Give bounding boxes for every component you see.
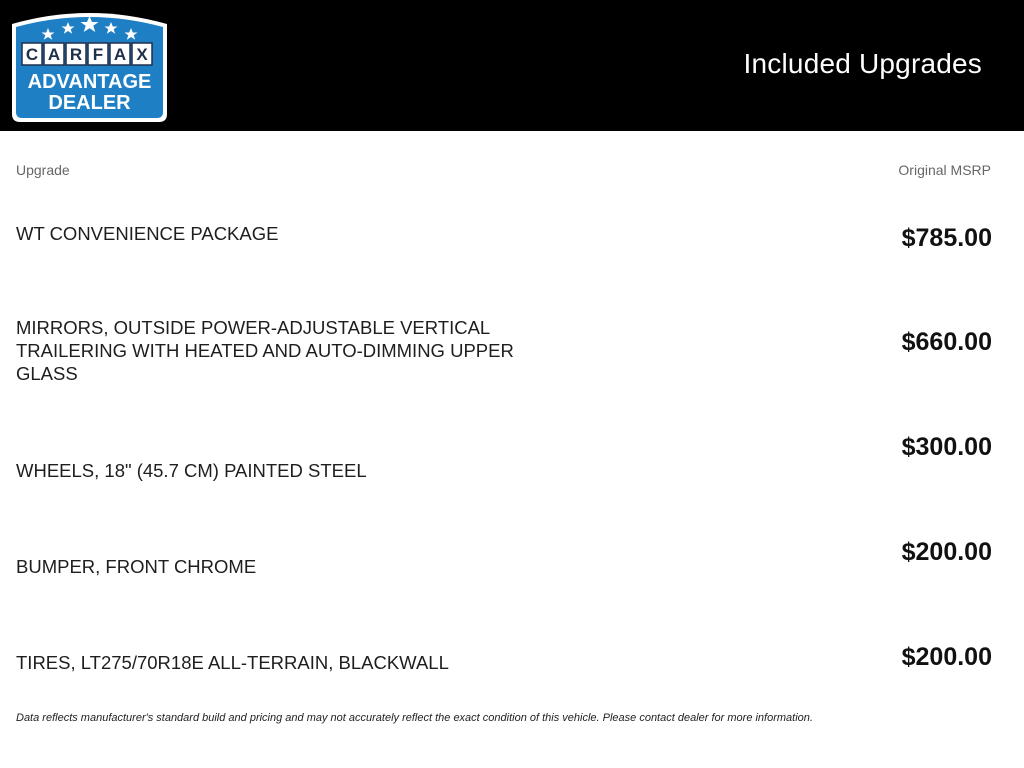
upgrade-price: $300.00 [901,433,992,461]
carfax-letter: R [69,45,83,64]
column-header-msrp: Original MSRP [898,162,991,178]
logo-line-advantage: ADVANTAGE [27,71,152,93]
page-title: Included Upgrades [743,48,982,79]
upgrade-name: BUMPER, FRONT CHROME [16,556,257,577]
upgrade-name: MIRRORS, OUTSIDE POWER-ADJUSTABLE VERTICAL TRAILERING WITH HEATED AND AUTO-DIMMING UPPER GLASS [16,317,514,384]
carfax-letter: X [136,45,148,64]
logo-line-dealer: DEALER [48,92,131,114]
upgrade-price: $200.00 [901,538,992,566]
header-bar [0,0,1024,131]
upgrade-price: $785.00 [901,224,992,252]
carfax-letter: A [47,45,61,64]
upgrade-name: TIRES, LT275/70R18E ALL-TERRAIN, BLACKWALL [16,652,449,673]
upgrade-name: WT CONVENIENCE PACKAGE [16,223,279,244]
upgrade-price: $200.00 [901,643,992,671]
column-header-upgrade: Upgrade [16,162,70,178]
upgrade-name: WHEELS, 18" (45.7 CM) PAINTED STEEL [16,460,367,481]
carfax-advantage-dealer-logo [8,6,171,126]
carfax-letter: C [25,45,39,64]
carfax-letter: F [92,45,104,64]
carfax-letter: A [113,45,127,64]
disclaimer-footnote: Data reflects manufacturer's standard build and pricing and may not accurately reflect the exact condition of this vehicle. Please contact dealer for more information. [16,712,813,724]
upgrade-price: $660.00 [901,328,992,356]
